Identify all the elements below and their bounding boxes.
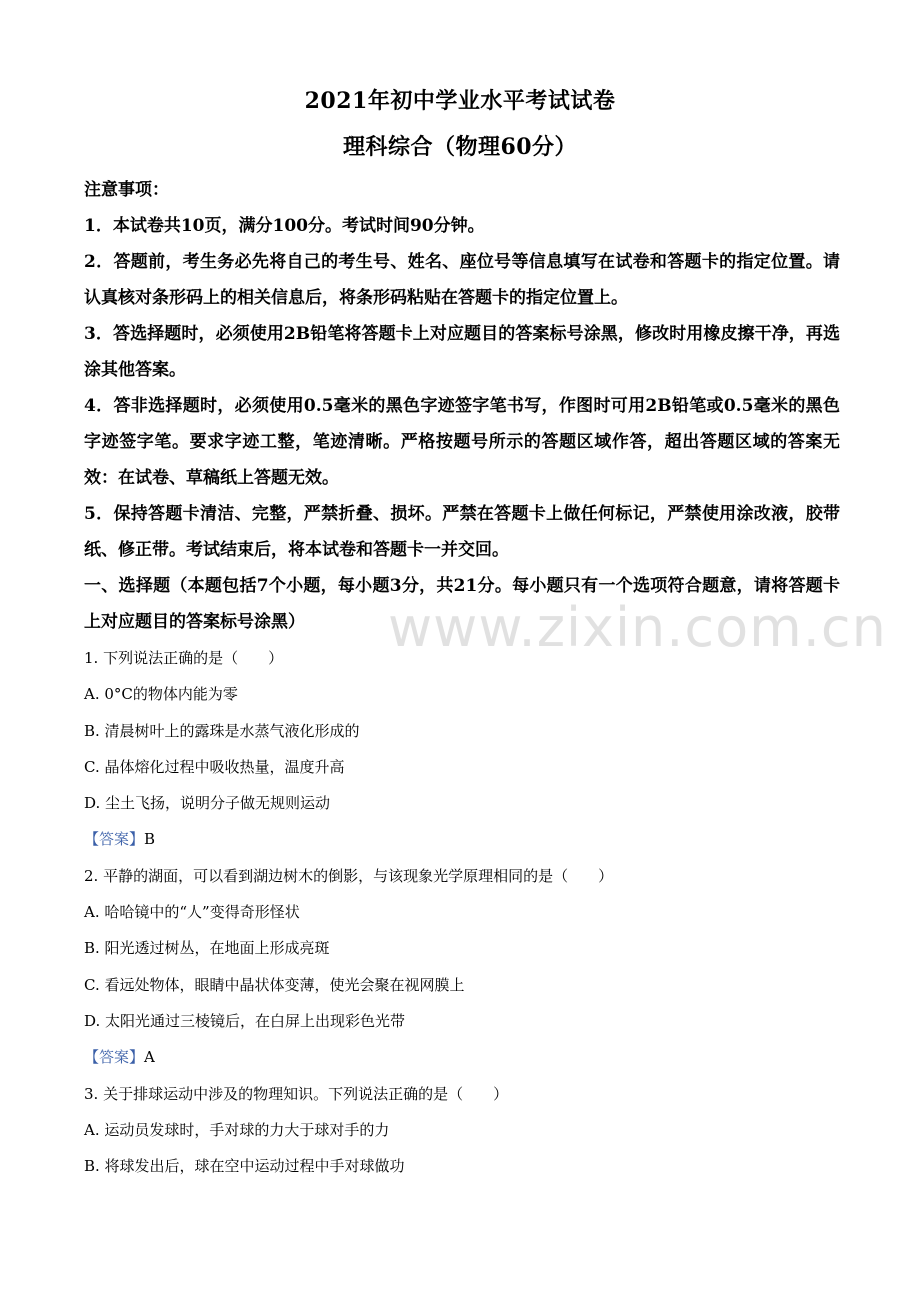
question-option: D. 太阳光通过三棱镜后，在白屏上出现彩色光带 xyxy=(84,1011,406,1030)
questions-list xyxy=(84,640,840,1184)
question-option: B. 清晨树叶上的露珠是水蒸气液化形成的 xyxy=(84,721,360,740)
answer-line xyxy=(84,821,840,857)
watermark: www.zixin.com.cn xyxy=(388,596,887,659)
question-option: C. 晶体熔化过程中吸收热量，温度升高 xyxy=(84,757,345,776)
question-option: A. 哈哈镜中的“人”变得奇形怪状 xyxy=(84,903,300,922)
note-item: 3．答选择题时，必须使用2B铅笔将答题卡上对应题目的答案标号涂黑，修改时用橡皮擦干净，再选涂其他答案。 xyxy=(84,324,840,380)
notes-section xyxy=(84,172,840,640)
question-option: A. 运动员发球时，手对球的力大于球对手的力 xyxy=(84,1120,390,1139)
exam-subtitle: 理科综合（物理60分） xyxy=(342,134,578,160)
answer-value: A xyxy=(144,1048,155,1067)
exam-title: 2021年初中学业水平考试试卷 xyxy=(304,88,616,114)
note-item: 4．答非选择题时，必须使用0.5毫米的黑色字迹签字笔书写，作图时可用2B铅笔或0.5毫米的黑色字迹签字笔。要求字迹工整，笔迹清晰。严格按题号所示的答题区域作答，超出答题区域的答案无效：在试卷、草稿纸上答题无效。 xyxy=(84,396,840,488)
note-item: 1．本试卷共10页，满分100分。考试时间90分钟。 xyxy=(84,216,485,236)
question-option: C. 看远处物体，眼睛中晶状体变薄，使光会聚在视网膜上 xyxy=(84,975,465,994)
answer-line xyxy=(84,1039,840,1075)
notes-heading: 注意事项： xyxy=(84,180,169,200)
question-stem: 3. 关于排球运动中涉及的物理知识。下列说法正确的是（ ） xyxy=(84,1084,509,1103)
question-stem: 1. 下列说法正确的是（ ） xyxy=(84,649,284,667)
question-stem: 2. 平静的湖面，可以看到湖边树木的倒影，与该现象光学原理相同的是（ ） xyxy=(84,866,614,885)
answer-tag: 【答案】 xyxy=(84,1048,145,1067)
question-option: B. 将球发出后，球在空中运动过程中手对球做功 xyxy=(84,1157,405,1176)
question-option: D. 尘土飞扬，说明分子做无规则运动 xyxy=(84,794,331,813)
question-option: B. 阳光透过树丛，在地面上形成亮斑 xyxy=(84,939,330,958)
answer-tag: 【答案】 xyxy=(84,830,145,849)
section-heading: 一、选择题（本题包括7个小题，每小题3分，共21分。每小题只有一个选项符合题意，请将答题卡上对应题目的答案标号涂黑） xyxy=(84,576,840,632)
note-item: 5．保持答题卡清洁、完整，严禁折叠、损坏。严禁在答题卡上做任何标记，严禁使用涂改液，胶带纸、修正带。考试结束后，将本试卷和答题卡一并交回。 xyxy=(84,504,840,560)
question-option: A. 0°C的物体内能为零 xyxy=(84,685,238,704)
note-item: 2．答题前，考生务必先将自己的考生号、姓名、座位号等信息填写在试卷和答题卡的指定位置。请认真核对条形码上的相关信息后，将条形码粘贴在答题卡的指定位置上。 xyxy=(84,252,840,308)
answer-value: B xyxy=(144,830,156,849)
